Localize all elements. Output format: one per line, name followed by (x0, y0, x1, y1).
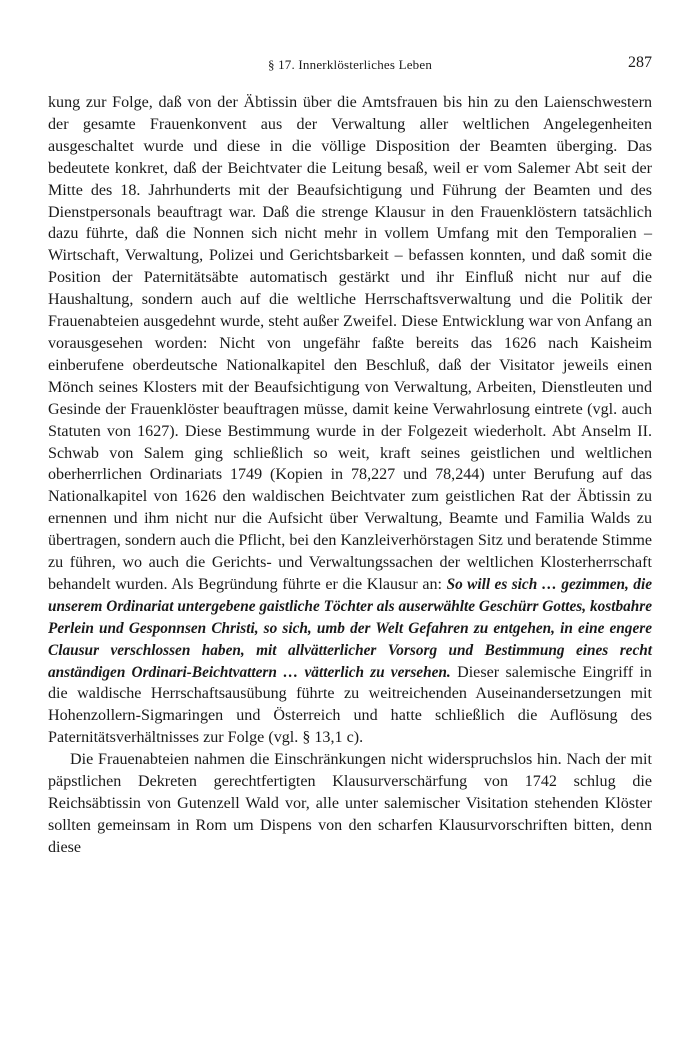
body-text (48, 92, 652, 859)
page-number: 287 (628, 54, 652, 71)
paragraph-1-text-a: kung zur Folge, daß von der Äbtissin über die Amtsfrauen bis hin zu den Laienschwestern der gesamte Frauenkonvent aus der Verwaltung aller weltlichen Angelegenheiten ausgeschaltet wurde und diese in die völlige Disposition der Beamten überging. Das bedeutete konkret, daß der Beichtvater die Leitung besaß, weil er vom Salemer Abt seit der Mitte des 18. Jahrhunderts mit der Beaufsichtigung und Führung der Beamten und des Dienstpersonals beauftragt war. Daß die strenge Klausur in den Frauenklöstern tatsächlich dazu führte, daß die Nonnen sich nicht mehr in vollem Umfang mit den Temporalien – Wirtschaft, Verwaltung, Polizei und Gerichtsbarkeit – befassen konnten, und daß somit die Position der Paternitätsäbte automatisch gestärkt und ihr Einfluß nicht nur auf die Haushaltung, sondern auch auf die weltliche Herrschaftsverwaltung und die Politik der Frauenabteien ausgedehnt wurde, steht außer Zweifel. Diese Entwicklung war von Anfang an vorausgesehen worden: Nicht von ungefähr faßte bereits das 1626 nach Kaisheim einberufene oberdeutsche Nationalkapitel den Beschluß, daß der Visitator jeweils einen Mönch seines Klosters mit der Beaufsichtigung von Verwaltung, Arbeiten, Dienstleuten und Gesinde der Frauenklöster beauftragen müsse, damit keine Verwahrlosung eintrete (vgl. auch Statuten von 1627). Diese Bestimmung wurde in der Folgezeit wiederholt. Abt Anselm II. Schwab von Salem ging schließlich so weit, kraft seines geistlichen und weltlichen oberherrlichen Ordinariats 1749 (Kopien in 78,227 und 78,244) unter Berufung auf das Nationalkapitel von 1626 den waldischen Beichtvater zum geistlichen Rat der Äbtissin zu ernennen und ihm nicht nur die Aufsicht über Verwaltung, Beamte und Familia Walds zu übertragen, sondern auch die Pflicht, bei den Kanzleiverhörstagen Sitz und beratende Stimme zu führen, wo auch die Gerichts- und Verwaltungssachen der weltlichen Klosterherrschaft behandelt wurden. Als Begründung führte er die Klausur an: (48, 94, 652, 593)
block-quote-italic: So will es sich … gezimmen, die unserem Ordinariat untergebene gaistliche Töchter als auserwählte Geschürr Gottes, kostbahre Perlein und Gesponnsen Christi, so sich, umb der Welt Gefahren zu entgehen, in eine engere Clausur verschlossen haben, mit allvätterlicher Vorsorg und Bestimmung eines recht anständigen Ordinari-Beichtvattern … vätterlich zu versehen. (48, 575, 652, 681)
running-head (48, 54, 652, 76)
paragraph-2: Die Frauenabteien nahmen die Einschränkungen nicht widerspruchslos hin. Nach der mit päpstlichen Dekreten gerechtfertigten Klausurverschärfung von 1742 schlug die Reichsäbtissin von Gutenzell Wald vor, alle unter salemischer Visitation stehenden Klöster sollten gemeinsam in Rom um Dispens von den scharfen Klausurvorschriften bitten, denn diese (48, 751, 652, 856)
paragraph-1-text-b: Dieser salemische Eingriff in die waldische Herrschaftsausübung führte zu weitreichenden Auseinandersetzungen mit Hohenzollern-Sigmaringen und Österreich und hatte schließlich die Auflösung des Paternitätsverhältnisses zur Folge (vgl. § 13,1 c). (48, 663, 652, 747)
paragraph-1 (48, 92, 652, 749)
book-page (48, 0, 652, 1044)
running-title: § 17. Innerklösterliches Leben (267, 57, 433, 72)
